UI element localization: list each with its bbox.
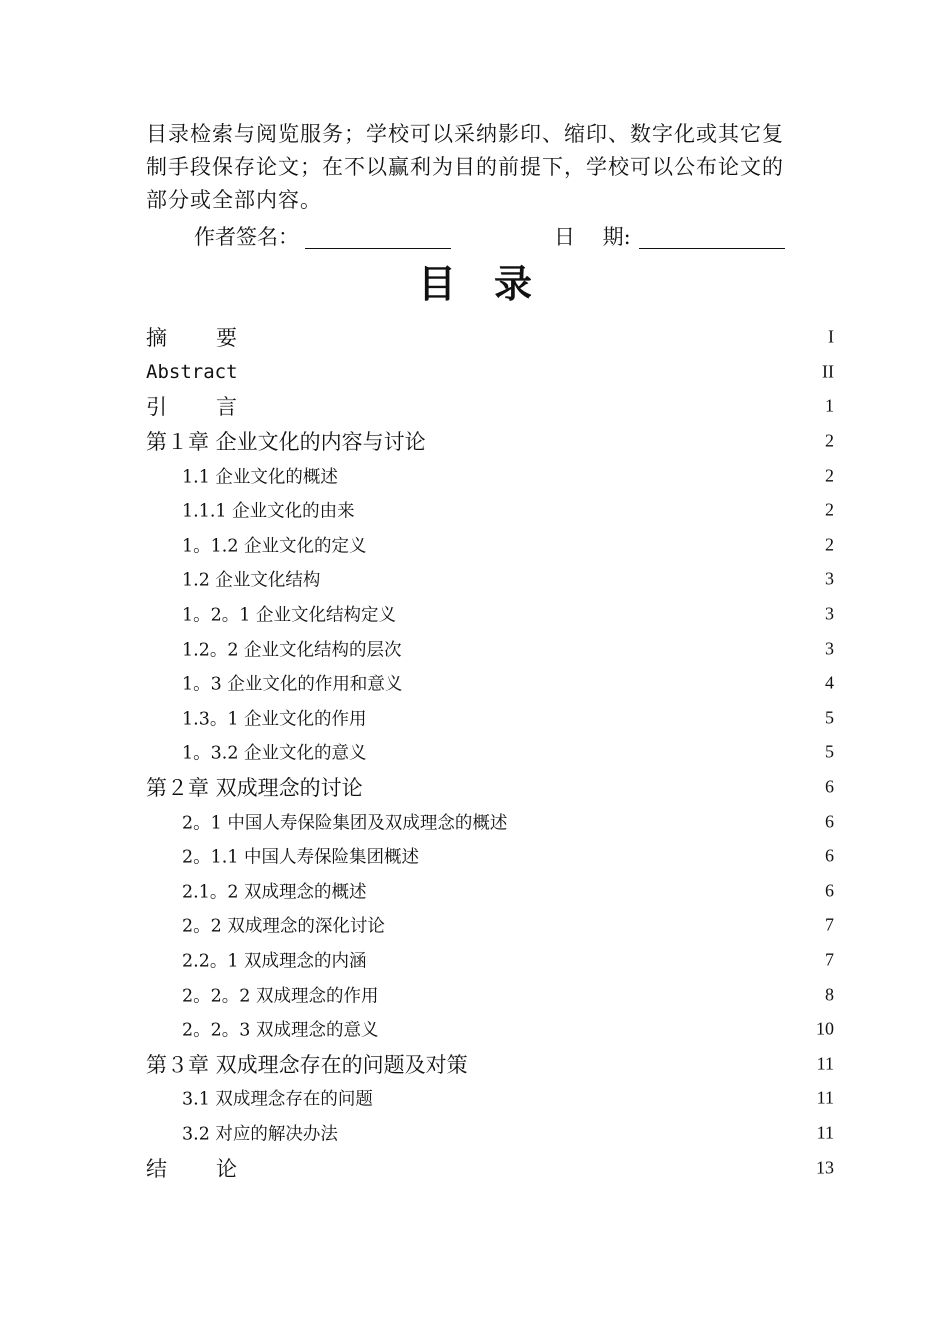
toc-entry-page: I [828,326,834,347]
toc-entry[interactable] [0,1046,950,1081]
toc-entry-page: 4 [825,672,834,693]
toc-entry-label: 第１章 企业文化的内容与讨论 [146,430,426,455]
table-of-contents [0,320,950,1185]
toc-entry[interactable] [0,320,950,355]
toc-entry-page: 11 [816,1053,834,1074]
toc-entry-page: 6 [825,811,834,832]
toc-entry-page: 3 [825,638,834,659]
toc-entry[interactable] [0,804,950,839]
toc-entry[interactable] [0,735,950,770]
toc-entry-label: 2。1 中国人寿保险集团及双成理念的概述 [182,813,508,834]
toc-entry-page: 6 [825,776,834,797]
toc-entry-page: 6 [825,845,834,866]
toc-entry-label: 1.1 企业文化的概述 [182,467,338,488]
toc-entry[interactable] [0,666,950,701]
toc-entry-label: 1.1.1 企业文化的由来 [182,501,355,522]
toc-entry-label: 2。2。2 双成理念的作用 [182,986,379,1007]
toc-entry-label: 2.1。2 双成理念的概述 [182,882,367,903]
toc-entry-page: 6 [825,880,834,901]
toc-entry-page: 7 [825,949,834,970]
toc-entry-label: 2.2。1 双成理念的内涵 [182,951,367,972]
toc-entry-label: 2。2 双成理念的深化讨论 [182,916,385,937]
toc-entry-page: 1 [825,395,834,416]
toc-entry[interactable] [0,493,950,528]
toc-entry-page: II [822,361,834,382]
toc-entry[interactable] [0,597,950,632]
toc-entry-page: 8 [825,984,834,1005]
toc-entry-label: 2。2。3 双成理念的意义 [182,1020,379,1041]
author-signature-label: 作者签名： [194,225,299,249]
toc-entry[interactable] [0,874,950,909]
toc-entry-label: 3.2 对应的解决办法 [182,1124,338,1145]
toc-entry-label: 第２章 双成理念的讨论 [146,776,363,801]
declaration-text [146,118,826,217]
declaration-line-3: 部分或全部内容。 [146,188,322,212]
toc-entry-page: 10 [816,1018,834,1039]
toc-entry-label: 3.1 双成理念存在的问题 [182,1089,373,1110]
toc-entry-page: 5 [825,707,834,728]
toc-entry-page: 7 [825,914,834,935]
toc-entry-label: 1。3 企业文化的作用和意义 [182,674,403,695]
toc-entry-label: 引 言 [146,395,251,420]
toc-entry-page: 3 [825,603,834,624]
toc-entry-label: 第３章 双成理念存在的问题及对策 [146,1052,468,1077]
toc-entry[interactable] [0,1081,950,1116]
toc-entry[interactable] [0,631,950,666]
toc-entry-page: 11 [816,1087,834,1108]
toc-entry-label: 1.2。2 企业文化结构的层次 [182,640,402,661]
toc-entry-label: 1.2 企业文化结构 [182,570,321,591]
toc-entry[interactable] [0,458,950,493]
toc-entry[interactable] [0,1012,950,1047]
toc-entry-page: 11 [816,1122,834,1143]
toc-entry-page: 13 [816,1157,834,1178]
toc-entry-page: 3 [825,568,834,589]
toc-entry-label: Abstract [146,360,238,383]
toc-entry-label: 1。2。1 企业文化结构定义 [182,605,396,626]
toc-entry-page: 2 [825,465,834,486]
date-label: 日 期: [554,225,631,249]
signature-row [194,222,814,254]
toc-entry[interactable] [0,839,950,874]
toc-entry[interactable] [0,424,950,459]
toc-entry[interactable] [0,908,950,943]
toc-entry-label: 结 论 [146,1156,251,1181]
toc-entry[interactable] [0,701,950,736]
toc-entry-label: 1。3.2 企业文化的意义 [182,743,367,764]
toc-entry-label: 2。1.1 中国人寿保险集团概述 [182,847,420,868]
toc-entry-page: 2 [825,534,834,555]
toc-title: 目 录 [417,262,532,306]
toc-entry[interactable] [0,528,950,563]
toc-entry-page: 2 [825,430,834,451]
declaration-line-1: 目录检索与阅览服务；学校可以采纳影印、缩印、数字化或其它复 [146,122,784,146]
toc-entry[interactable] [0,770,950,805]
toc-entry[interactable] [0,1150,950,1185]
toc-entry[interactable] [0,943,950,978]
author-signature-line [305,248,451,249]
toc-entry[interactable] [0,562,950,597]
toc-entry-page: 5 [825,741,834,762]
toc-entry[interactable] [0,355,950,390]
toc-entry-label: 1。1.2 企业文化的定义 [182,536,367,557]
toc-entry[interactable] [0,389,950,424]
toc-entry[interactable] [0,977,950,1012]
date-line [639,248,785,249]
toc-entry[interactable] [0,1116,950,1151]
toc-entry-page: 2 [825,499,834,520]
toc-entry-label: 1.3。1 企业文化的作用 [182,709,367,730]
toc-entry-label: 摘 要 [146,326,251,351]
declaration-line-2: 制手段保存论文；在不以赢利为目的前提下，学校可以公布论文的 [146,155,784,179]
